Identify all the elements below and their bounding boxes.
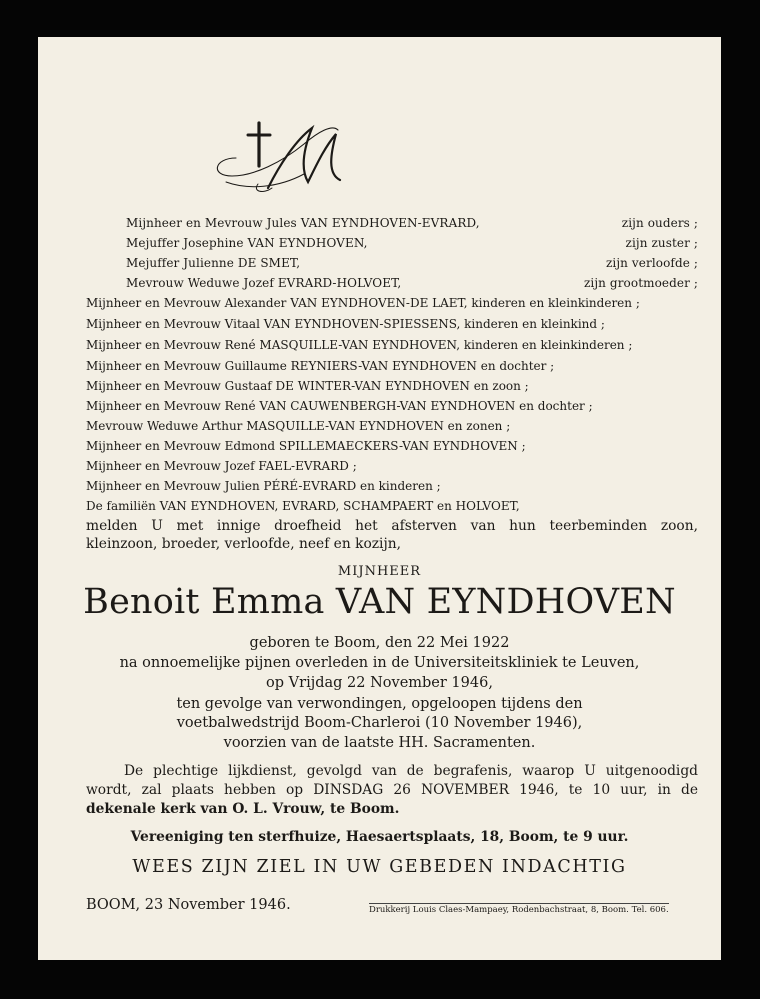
relative-parents: Mijnheer en Mevrouw Jules VAN EYNDHOVEN-EVRARD, zijn ouders ; xyxy=(126,216,698,230)
cause-line: ten gevolge van verwondingen, opgeloopen tijdens den xyxy=(176,696,583,712)
relative-family-line: De familiën VAN EYNDHOVEN, EVRARD, SCHAMPAERT en HOLVOET, xyxy=(86,499,520,513)
relative-family-line: Mijnheer en Mevrouw Julien PÉRÉ-EVRARD en kinderen ; xyxy=(86,479,441,493)
relative-family-line: Mevrouw Weduwe Arthur MASQUILLE-VAN EYNDHOVEN en zonen ; xyxy=(86,419,511,433)
relative-family-line: Mijnheer en Mevrouw Gustaaf DE WINTER-VAN EYNDHOVEN en zoon ; xyxy=(86,379,529,393)
relative-family-line: Mijnheer en Mevrouw Guillaume REYNIERS-VAN EYNDHOVEN en dochter ; xyxy=(86,359,555,373)
death-date-line: op Vrijdag 22 November 1946, xyxy=(266,675,493,691)
birth-line: geboren te Boom, den 22 Mei 1922 xyxy=(249,635,510,651)
relative-fiancee: Mejuffer Julienne DE SMET, zijn verloofde ; xyxy=(126,256,698,270)
relative-family-line: Mijnheer en Mevrouw René VAN CAUWENBERGH-VAN EYNDHOVEN en dochter ; xyxy=(86,399,593,413)
gathering-line: Vereeniging ten sterfhuize, Haesaertsplaats, 18, Boom, te 9 uur. xyxy=(130,829,629,845)
match-line: voetbalwedstrijd Boom-Charleroi (10 November 1946), xyxy=(176,715,583,731)
sacraments-line: voorzien van de laatste HH. Sacramenten. xyxy=(223,735,536,751)
relative-grandmother: Mevrouw Weduwe Jozef EVRARD-HOLVOET, zijn grootmoeder ; xyxy=(126,276,698,290)
relative-family-line: Mijnheer en Mevrouw Edmond SPILLEMAECKERS-VAN EYNDHOVEN ; xyxy=(86,439,526,453)
place-date: BOOM, 23 November 1946. xyxy=(86,897,291,913)
deceased-name: Benoit Emma VAN EYNDHOVEN xyxy=(83,582,676,622)
relative-sister: Mejuffer Josephine VAN EYNDHOVEN, zijn zuster ; xyxy=(126,236,698,250)
cross-monogram-icon xyxy=(208,118,348,198)
relative-family-line: Mijnheer en Mevrouw Jozef FAEL-EVRARD ; xyxy=(86,459,357,473)
printer-imprint: Drukkerij Louis Claes-Mampaey, Rodenbachstraat, 8, Boom. Tel. 606. xyxy=(369,905,669,915)
prayer-line: WEES ZIJN ZIEL IN UW GEBEDEN INDACHTIG xyxy=(132,857,627,877)
relative-family-line: Mijnheer en Mevrouw René MASQUILLE-VAN EYNDHOVEN, kinderen en kleinkinderen ; xyxy=(86,338,633,352)
death-line: na onnoemelijke pijnen overleden in de Universiteitskliniek te Leuven, xyxy=(119,655,640,671)
relative-family-line: Mijnheer en Mevrouw Alexander VAN EYNDHOVEN-DE LAET, kinderen en kleinkinderen ; xyxy=(86,296,640,310)
relative-family-line: Mijnheer en Mevrouw Vitaal VAN EYNDHOVEN-SPIESSENS, kinderen en kleinkind ; xyxy=(86,317,605,331)
honorific-title: MIJNHEER xyxy=(337,564,422,579)
